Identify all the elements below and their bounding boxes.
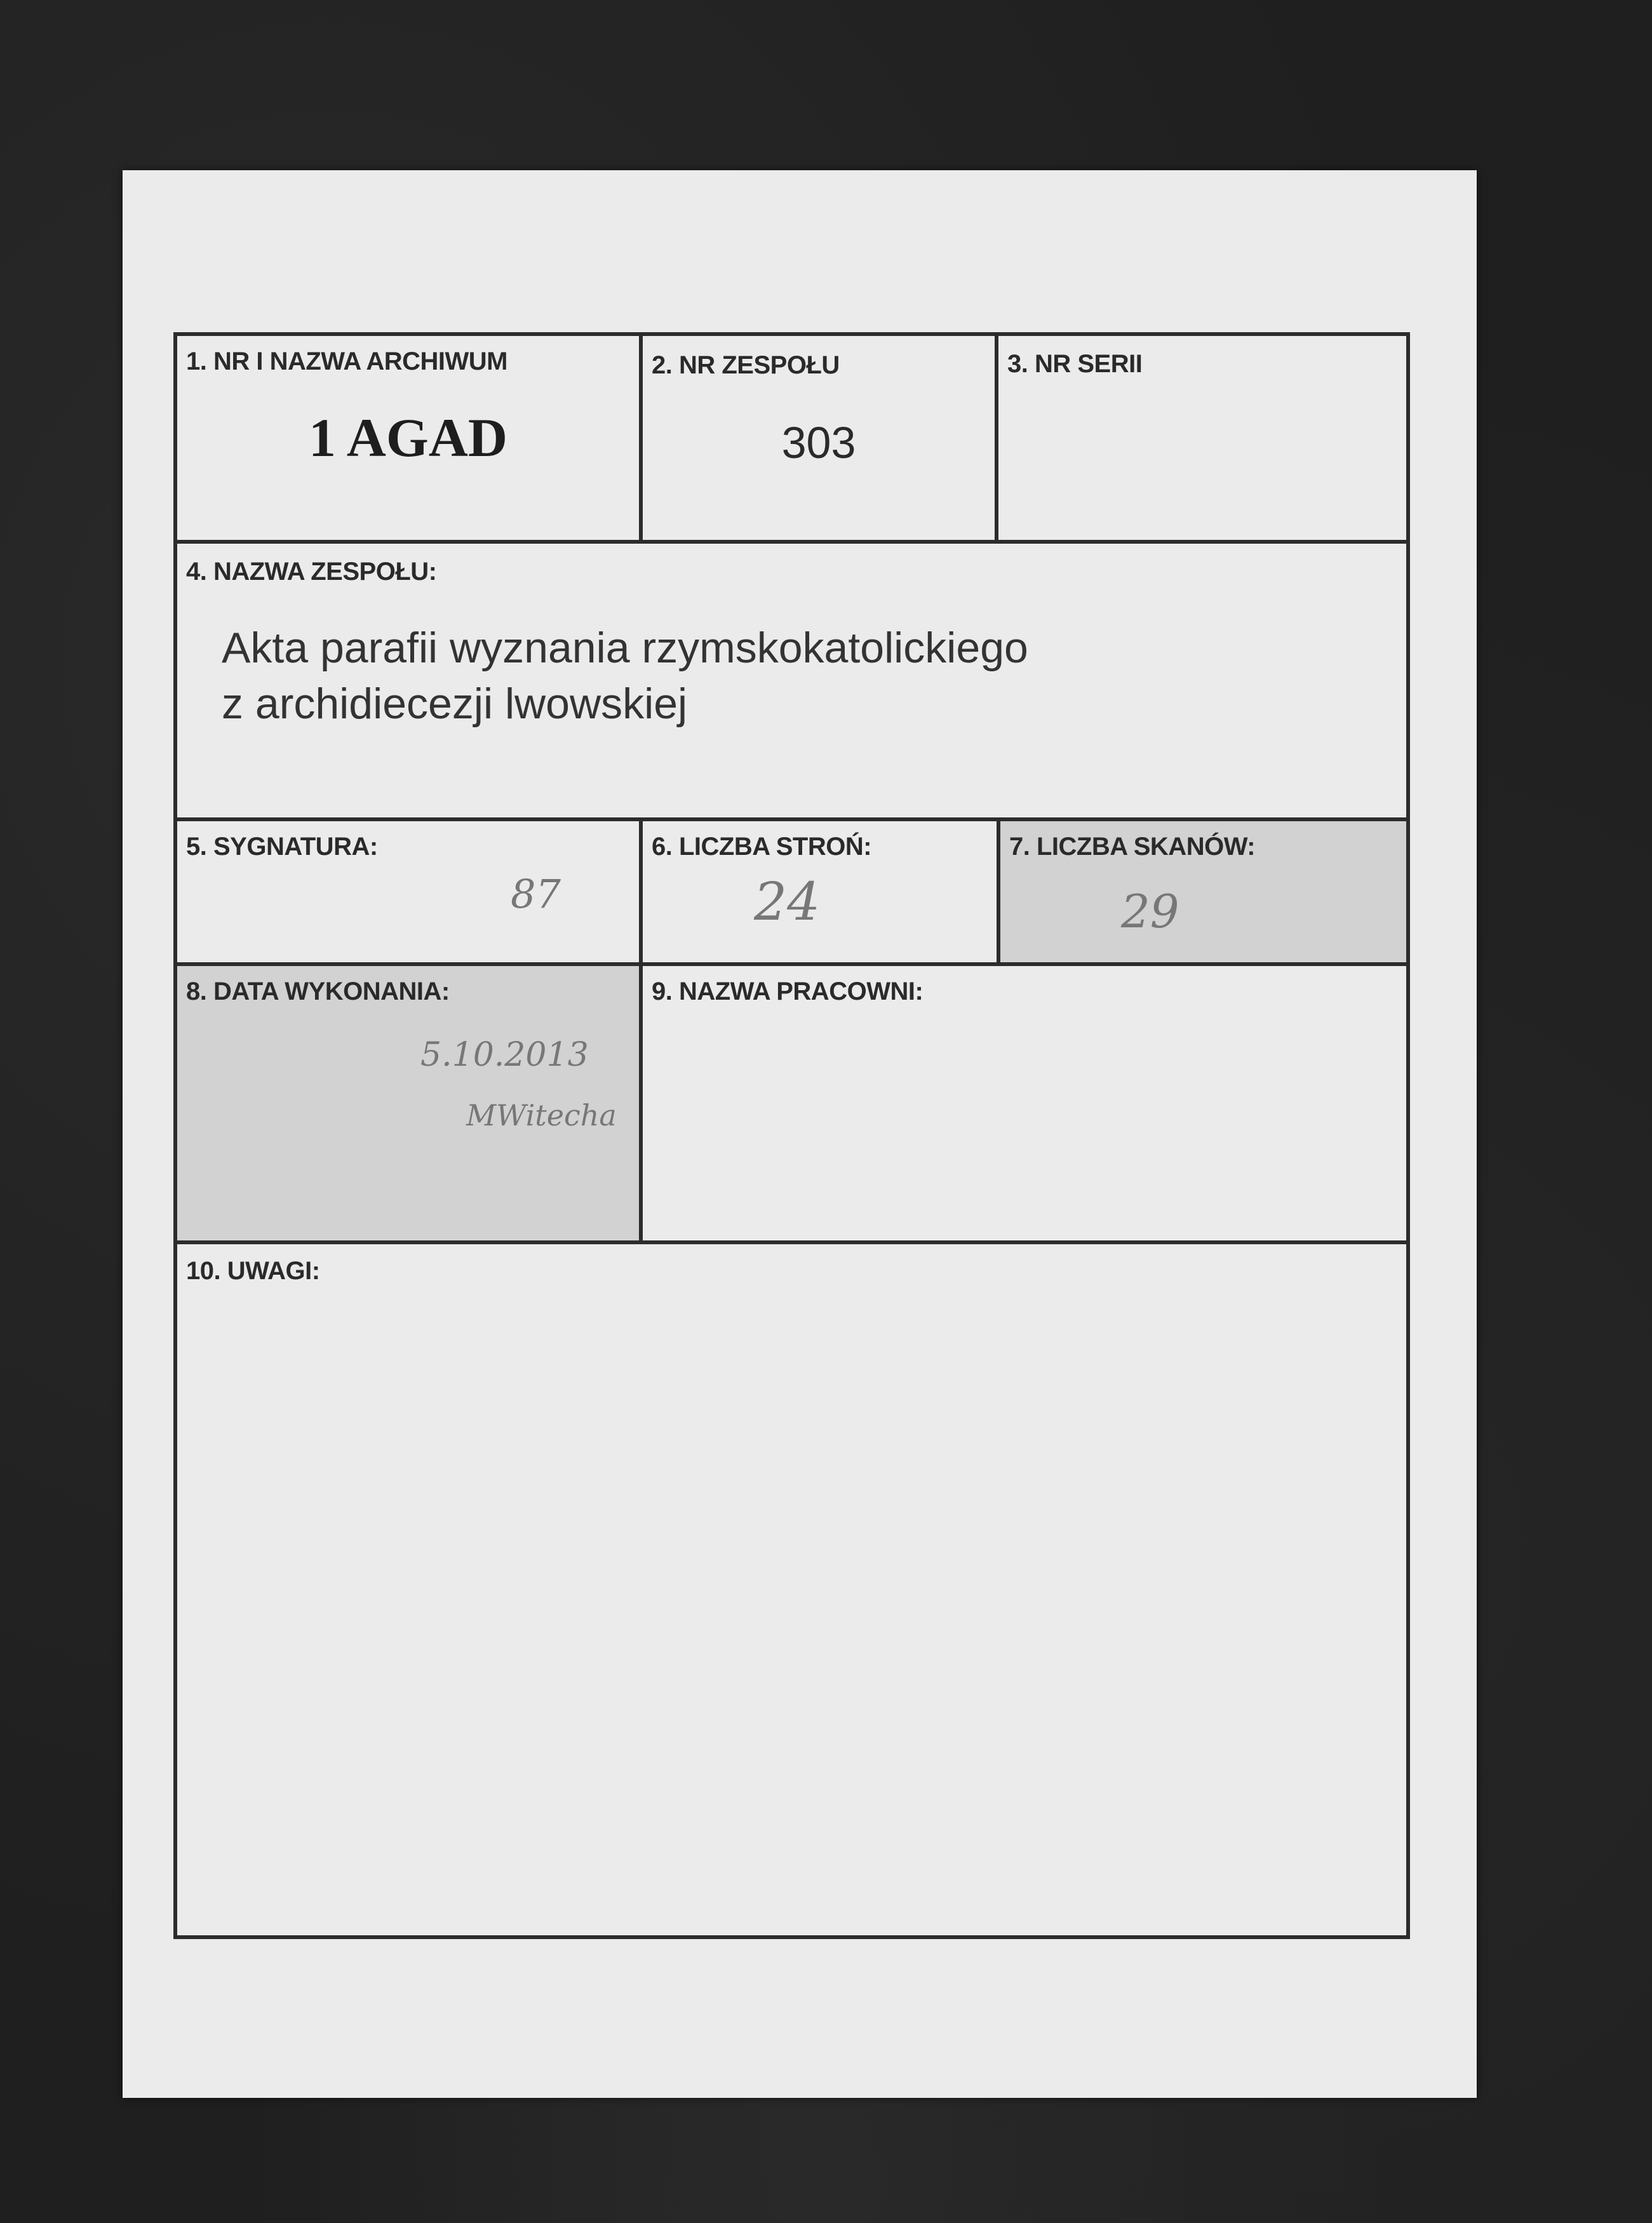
completion-date-label: 8. DATA WYKONANIA: bbox=[186, 977, 450, 1005]
page-count-value: 24 bbox=[754, 872, 821, 932]
scan-count-value: 29 bbox=[1121, 885, 1179, 938]
fond-number-label: 2. NR ZESPOŁU bbox=[652, 351, 840, 379]
cell-archive-name bbox=[177, 336, 643, 540]
fond-name-value bbox=[222, 620, 1028, 732]
fond-name-line-1: Akta parafii wyznania rzymskokatolickiego bbox=[222, 624, 1028, 672]
operator-signature: MWitecha bbox=[466, 1098, 617, 1132]
signature-number-label: 5. SYGNATURA: bbox=[186, 833, 378, 861]
row-counts bbox=[177, 821, 1406, 966]
row-remarks bbox=[177, 1244, 1406, 1935]
row-date-workshop bbox=[177, 966, 1406, 1244]
fond-name-label: 4. NAZWA ZESPOŁU: bbox=[186, 558, 437, 586]
archive-cover-sheet bbox=[123, 170, 1477, 2098]
scan-count-label: 7. LICZBA SKANÓW: bbox=[1009, 833, 1256, 861]
row-archive-info bbox=[177, 336, 1406, 544]
archive-form bbox=[173, 332, 1410, 1939]
fond-name-line-2: z archidiecezji lwowskiej bbox=[222, 680, 688, 728]
series-number-label: 3. NR SERII bbox=[1007, 350, 1143, 378]
completion-date-value: 5.10.2013 bbox=[420, 1036, 589, 1074]
cell-page-count bbox=[643, 821, 1000, 962]
cell-series-number bbox=[998, 336, 1406, 540]
row-fond-name bbox=[177, 544, 1406, 821]
cell-signature-number bbox=[177, 821, 643, 962]
remarks-label: 10. UWAGI: bbox=[186, 1257, 320, 1285]
cell-scan-count bbox=[1000, 821, 1406, 962]
signature-number-value: 87 bbox=[511, 871, 561, 917]
fond-number-value: 303 bbox=[781, 418, 856, 467]
cell-workshop-name bbox=[643, 966, 1406, 1240]
archive-name-label: 1. NR I NAZWA ARCHIWUM bbox=[186, 347, 507, 375]
cell-fond-number bbox=[643, 336, 998, 540]
page-count-label: 6. LICZBA STROŃ: bbox=[652, 833, 872, 861]
workshop-name-label: 9. NAZWA PRACOWNI: bbox=[652, 977, 923, 1005]
archive-name-value: 1 AGAD bbox=[309, 407, 507, 468]
cell-completion-date bbox=[177, 966, 643, 1240]
